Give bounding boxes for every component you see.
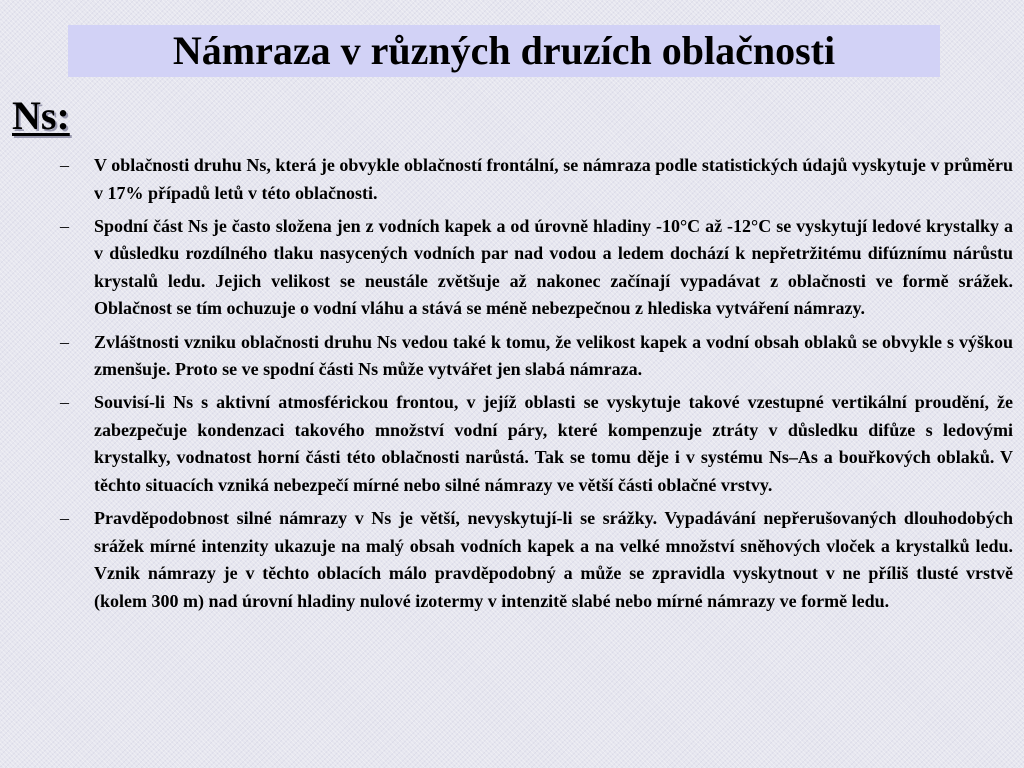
bullet-item <box>0 152 1024 207</box>
title-bar <box>68 25 940 77</box>
bullet-dash: – <box>60 508 69 529</box>
section-heading: Ns: <box>12 93 70 138</box>
bullet-text: V oblačnosti druhu Ns, která je obvykle oblačností frontální, se námraza podle statistických údajů vyskytuje v průměru v 17% případů letů v této oblačnosti. <box>94 155 1013 203</box>
bullet-text: Pravděpodobnost silné námrazy v Ns je větší, nevyskytují-li se srážky. Vypadávání nepřerušovaných dlouhodobých srážek mírné intenzity ukazuje na malý obsah vodních kapek a na velké množství sněhových vloček a krystalků ledu. Vznik námrazy je v těchto oblacích málo pravděpodobný a může se zpravidla vyskytnout v ne příliš tlusté vrstvě (kolem 300 m) nad úrovní hladiny nulové izotermy v intenzitě slabé nebo mírné námrazy ve formě ledu. <box>94 508 1013 611</box>
bullet-item <box>0 213 1024 323</box>
slide-title: Námraza v různých druzích oblačnosti <box>172 28 836 73</box>
bullet-dash: – <box>60 331 69 352</box>
bullet-text: Souvisí-li Ns s aktivní atmosférickou frontou, v jejíž oblasti se vyskytuje takové vzestupné vertikální proudění, že zabezpečuje kondenzaci takového množství vodní páry, které kompenzuje ztráty v důsledku difůze s ledovými krystalky, vodnatost horní části této oblačnosti narůstá. Tak se tomu děje i v systému Ns–As a bouřkových oblaků. V těchto situacích vzniká nebezpečí mírné nebo silné námrazy ve větší části oblačné vrstvy. <box>94 392 1013 496</box>
bullet-item <box>0 505 1024 615</box>
bullet-text: Zvláštnosti vzniku oblačnosti druhu Ns vedou také k tomu, že velikost kapek a vodní obsah oblaků se obvykle s výškou zmenšuje. Proto se ve spodní části Ns může vytvářet jen slabá námraza. <box>94 331 1013 380</box>
bullet-list <box>0 152 1024 621</box>
bullet-dash: – <box>60 215 69 236</box>
bullet-item <box>0 389 1024 499</box>
bullet-text: Spodní část Ns je často složena jen z vodních kapek a od úrovně hladiny -10°C až -12°C se vyskytují ledové krystalky a v důsledku rozdílného tlaku nasycených vodních par nad vodou a ledem dochází k nepřetržitému difúznímu nárůstu krystalů ledu. Jejich velikost se neustále zvětšuje až nakonec začínají vypadávat z oblačnosti ve formě srážek. Oblačnost se tím ochuzuje o vodní vláhu a stává se méně nebezpečnou z hlediska vytváření námrazy. <box>94 215 1013 319</box>
bullet-item <box>0 329 1024 384</box>
bullet-dash: – <box>60 155 69 175</box>
bullet-dash: – <box>60 392 69 413</box>
